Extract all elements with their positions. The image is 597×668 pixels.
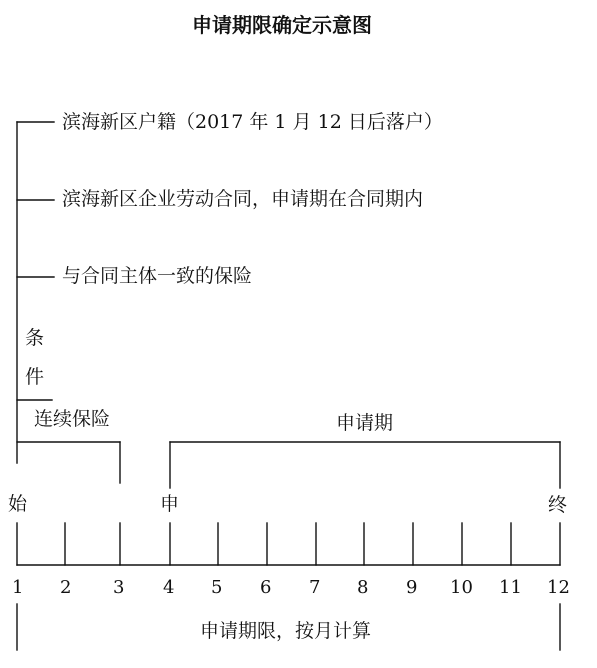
month-label: 10 xyxy=(450,577,473,598)
month-label: 8 xyxy=(357,577,369,598)
bracket-lines xyxy=(17,442,560,488)
application-period-label: 申请期 xyxy=(336,412,394,434)
continuous-insurance-label: 连续保险 xyxy=(34,408,111,430)
month-label: 7 xyxy=(309,577,321,598)
condition-label-2: 件 xyxy=(25,366,45,388)
condition-label-1: 条 xyxy=(25,327,45,349)
month-label: 5 xyxy=(211,577,223,598)
condition-hukou: 滨海新区户籍（2017 年 1 月 12 日后落户） xyxy=(62,111,443,133)
apply-label: 申 xyxy=(160,493,180,515)
month-label: 11 xyxy=(499,577,522,598)
footer-label: 申请期限，按月计算 xyxy=(200,620,372,642)
month-label: 9 xyxy=(406,577,418,598)
diagram-title: 申请期限确定示意图 xyxy=(192,13,372,37)
start-label: 始 xyxy=(8,493,28,515)
month-label: 4 xyxy=(163,577,175,598)
end-label: 终 xyxy=(548,494,568,516)
month-label: 6 xyxy=(260,577,272,598)
condition-labor-contract: 滨海新区企业劳动合同，申请期在合同期内 xyxy=(62,188,424,210)
month-label: 12 xyxy=(547,577,570,598)
condition-insurance: 与合同主体一致的保险 xyxy=(62,265,253,287)
month-label: 2 xyxy=(60,577,72,598)
month-label: 1 xyxy=(12,577,24,598)
month-label: 3 xyxy=(113,577,125,598)
